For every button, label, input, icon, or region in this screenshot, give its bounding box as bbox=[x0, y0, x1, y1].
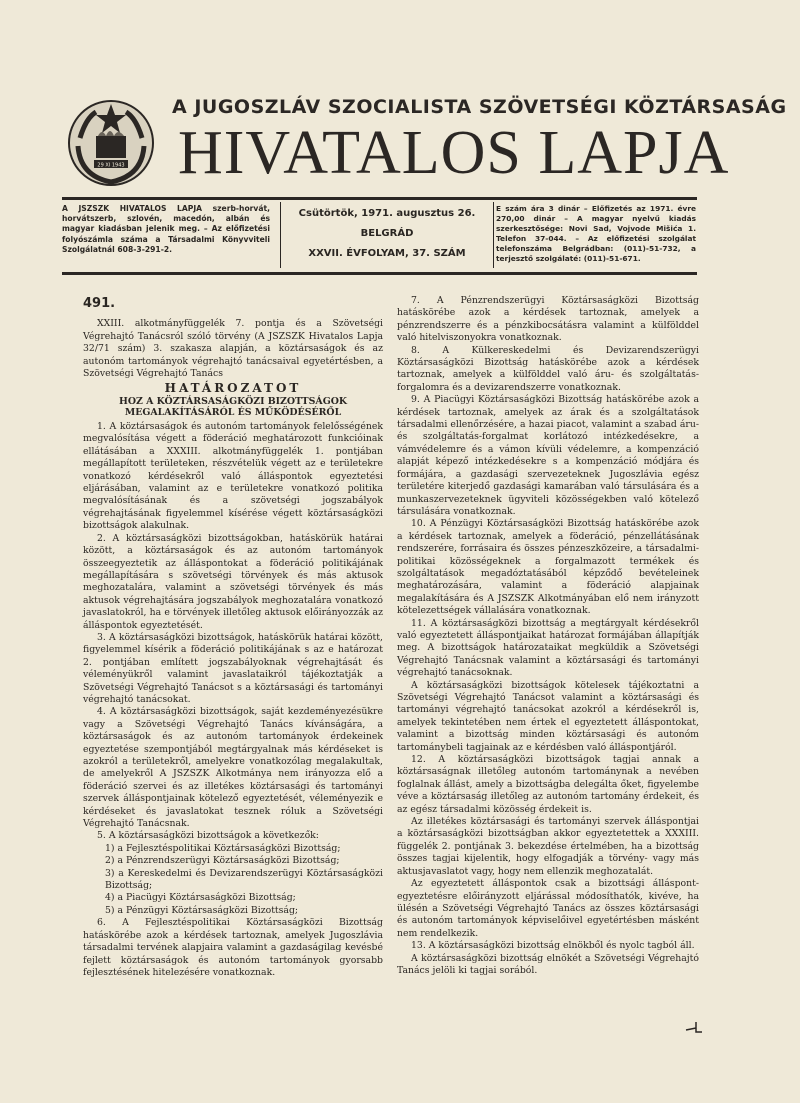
paragraph-6: 6. A Fejlesztéspolitikai Köztársaságközi Bizottság hatáskörébe azok a kérdések tartoznak, amelyek Jugoszlávia társadalmi tervének alapjaira valamint a gazdaságilag kevésbé fejlett köztársaságok és autonóm tartományok gyorsabb fejlesztésének hitelezésére vonatkoznak. bbox=[83, 917, 383, 978]
paragraph-1: 1. A köztársaságok és autonóm tartományok felelősségének megvalósítása végett a föderáció meghatározott funkcióinak ellátásában a XXXIII. alkotmányfüggelék 1. pontjában megállapított területeken, részvételük végett az e területekre vonatkozó kérdésekről való álláspontok egyeztetési eljárásában, valamint az e területekre vonatkozó politika megvalósításának és a szövetségi jogszabályok végrehajtásának figyelemmel kísérése végett köztársaságközi bizottságok alakulnak. bbox=[83, 421, 383, 532]
gazette-title: HIVATALOS LAPJA bbox=[178, 119, 730, 187]
paragraph-12b: Az illetékes köztársasági és tartományi szervek álláspontjai a köztársaságközi bizottságban akkor egyeztetettek a XXXIII. függelék 2. pontjának 3. bekezdése értelmében, ha a bizottság összes tagjai kijelentik, hogy elfogadják a törvény- vagy más aktusjavaslatot vagy, hogy nem ellenzik meghozatalát. bbox=[397, 816, 699, 877]
left-column bbox=[83, 296, 383, 979]
preamble: XXIII. alkotmányfüggelék 7. pontja és a Szövetségi Végrehajtó Tanácsról szóló törvény (A JSZSZK Hivatalos Lapja 32/71 szám) 3. szakasza alapján, a köztársaságok és az autonóm tartományok végrehajtó tanácsaival egyetértésben, a Szövetségi Végrehajtó Tanács bbox=[83, 318, 383, 380]
committee-list-item: 5) a Pénzügyi Köztársaságközi Bizottság; bbox=[105, 904, 299, 916]
paragraph-11: 11. A köztársaságközi bizottság a megtárgyalt kérdésekről való egyeztetett álláspontjaikat határozat formájában állapítják meg. A bizottságok határozataikat megküldik a Szövetségi Végrehajtó Tanácsnak valamint a köztársasági és tartományi végrehajtó tanácsoknak. bbox=[397, 617, 699, 679]
decision-subtitle: HOZ A KÖZTÁRSASÁGKÖZI BIZOTTSÁGOK MEGALAKÍTÁSÁRÓL ÉS MŰKÖDÉSÉRŐL bbox=[118, 395, 348, 419]
paragraph-3: 3. A köztársaságközi bizottságok, hatáskörük határai között, figyelemmel kísérik a föderáció politikájának s az e határozat 2. pontjában említett jogszabályoknak végrehajtását és véleményükről valamint javaslataikról tájékoztatják a Szövetségi Végrehajtó Tanácsot s a köztársasági és tartományi végrehajtó tanácsokat. bbox=[83, 631, 383, 705]
header-info-bar bbox=[62, 197, 697, 275]
republic-name: A JUGOSZLÁV SZOCIALISTA SZÖVETSÉGI KÖZTÁRSASÁG bbox=[172, 96, 787, 118]
price-subscription-note: E szám ára 3 dinár – Előfizetés az 1971. évre 270,00 dinár – A magyar nyelvű kiadás szerkesztősége: Novi Sad, Vojvode Mišića 1. Telefon 37-044. – Az előfizetési szolgálat telefonszáma Belgrádban: (011)-51-732, a terjesztő szolgálaté: (011)-51-671. bbox=[496, 204, 696, 263]
paragraph-7: 7. A Pénzrendszerügyi Köztársaságközi Bizottság hatáskörébe azok a kérdések tartoznak, amelyek a pénzrendszerre és a pénzkibocsátásra valamint a külfölddel való hitelviszonyokra vonatkoznak. bbox=[397, 295, 699, 344]
paragraph-2: 2. A köztársaságközi bizottságokban, hatáskörük határai között, a köztársaságok és az autonóm tartományok összeegyeztetik az álláspontokat a föderáció politikájának megállapítására s szövetségi törvények és más aktusok meghozatalára, valamint a szövetségi törvények és más aktusok végrehajtására jogszabályok meghozatalára vonatkozó javaslatokról, ha e törvények illetőleg aktusok előirányozzák az álláspontok egyeztetését. bbox=[83, 532, 383, 631]
paragraph-8: 8. A Külkereskedelmi és Devizarendszerügyi Köztársaságközi Bizottság hatáskörébe azok a kérdések tartoznak, amelyek a külfölddel való áru- és szolgáltatás-forgalomra és a devizarendszerre vonatkoznak. bbox=[397, 344, 699, 393]
paragraph-4: 4. A köztársaságközi bizottságok, saját kezdeményezésükre vagy a Szövetségi Végrehajtó Tanács kívánságára, a köztársaságok és az autonóm tartományok érdekeinek egyeztetése szempontjából megtárgyalnak más kérdéseket is azokról a területekről, amelyekre vonatkozólag megalakultak, de amelyekről A JSZSZK Alkotmánya nem irányozza elő a föderáció szervei és az illetékes köztársasági és tartományi szervek álláspontjainak kötelező egyeztetését, véleményezik e kérdéseket és javaslatokat tesznek róluk a Szövetségi Végrehajtó Tanácsnak. bbox=[83, 706, 383, 830]
paragraph-13: 13. A köztársaságközi bizottság elnökből és nyolc tagból áll. bbox=[411, 940, 695, 952]
paragraph-11b: A köztársaságközi bizottságok kötelesek tájékoztatni a Szövetségi Végrehajtó Tanácsot valamint a köztársasági és tartományi végrehajtó tanácsokat azokról a kérdésekről is, amelyek tekintetében nem értek el egyeztetett álláspontokat, valamint a bizottság minden köztársasági és autonóm tartománybeli tagjainak az e kérdésben való álláspontjáról. bbox=[397, 679, 699, 753]
committee-list-item: 1) a Fejlesztéspolitikai Köztársaságközi Bizottság; bbox=[105, 842, 341, 854]
paragraph-5: 5. A köztársaságközi bizottságok a következők: bbox=[97, 830, 319, 842]
act-number: 491. bbox=[83, 296, 116, 311]
issue-info bbox=[280, 202, 494, 268]
paragraph-13b: A köztársaságközi bizottság elnökét a Szövetségi Végrehajtó Tanács jelöli ki tagjai sorából. bbox=[397, 952, 699, 976]
svg-text:29 XI 1943: 29 XI 1943 bbox=[97, 162, 125, 169]
issue-place: BELGRÁD bbox=[360, 228, 414, 239]
coat-of-arms-icon bbox=[66, 98, 156, 188]
right-column bbox=[397, 295, 699, 977]
committee-list-item: 4) a Piacügyi Köztársaságközi Bizottság; bbox=[105, 892, 296, 904]
paragraph-9: 9. A Piacügyi Köztársaságközi Bizottság hatáskörébe azok a kérdések tartoznak, amelyek az árak és a szolgáltatások társadalmi ellenőrzésére, a hazai piacot, valamint a szabad áru- és szolgáltatás-forgalmat korlátozó intézkedésekre, a vámvédelemre és a vámon kívüli védelemre, a kompenzáció alapját képező intézkedésekre s a kompenzáció módjára és formájára, a gazdasági szervezeteknek Jugoszlávia egész területére kiterjedő gazdasági kamarában való társulására és a munkaszervezeteknek ügyviteli közösségekben való kötelező társulására vonatkoznak. bbox=[397, 394, 699, 517]
paragraph-10: 10. A Pénzügyi Köztársaságközi Bizottság hatáskörébe azok a kérdések tartoznak, amelyek a föderáció, pénzellátásának rendszerére, forrásaira és összes pénzeszközeire, a társadalmi-politikai közösségeknek a forgalmazott termékek és szolgáltatások megadóztatásából képződő bevételeinek meghatározására, valamint a föderáció alapjainak megalakítására és A JSZSZK Alkotmányában elő nem irányzott kötelezettségek vállalására vonatkoznak. bbox=[397, 518, 699, 617]
committee-list-item: 2) a Pénzrendszerügyi Köztársaságközi Bizottság; bbox=[105, 855, 340, 867]
committee-list-item: 3) a Kereskedelmi és Devizarendszerügyi Köztársaságközi Bizottság; bbox=[105, 867, 383, 892]
issue-volume: XXVII. ÉVFOLYAM, 37. SZÁM bbox=[308, 248, 466, 259]
paragraph-12: 12. A köztársaságközi bizottságok tagjai annak a köztársaságnak illetőleg autonóm tartománynak a nevében foglalnak állást, amely a bizottságba delegálta őket, figyelembe véve a köztársaság illetőleg az autonóm tartomány érdekeit, és az egész társadalmi közösség érdekeit is. bbox=[397, 754, 699, 815]
continuation-mark-icon bbox=[684, 1020, 704, 1034]
publication-note: A JSZSZK HIVATALOS LAPJA szerb-horvát, horvátszerb, szlovén, macedón, albán és magyar kiadásban jelenik meg. – Az előfizetési folyószámla száma a Társadalmi Könyvviteli Szolgálatnál 608-3-291-2. bbox=[62, 204, 270, 254]
issue-date: Csütörtök, 1971. augusztus 26. bbox=[298, 208, 476, 219]
paragraph-12c: Az egyeztetett álláspontok csak a bizottsági álláspont-egyeztetésre előirányzott eljárással módosíthatók, kivéve, ha ülésén a Szövetségi Végrehajtó Tanács az összes köztársasági és autonóm tartományok képviselőivel egyetértésben másként nem rendelkezik. bbox=[397, 878, 699, 939]
decision-title: HATÁROZATOT bbox=[164, 381, 302, 396]
